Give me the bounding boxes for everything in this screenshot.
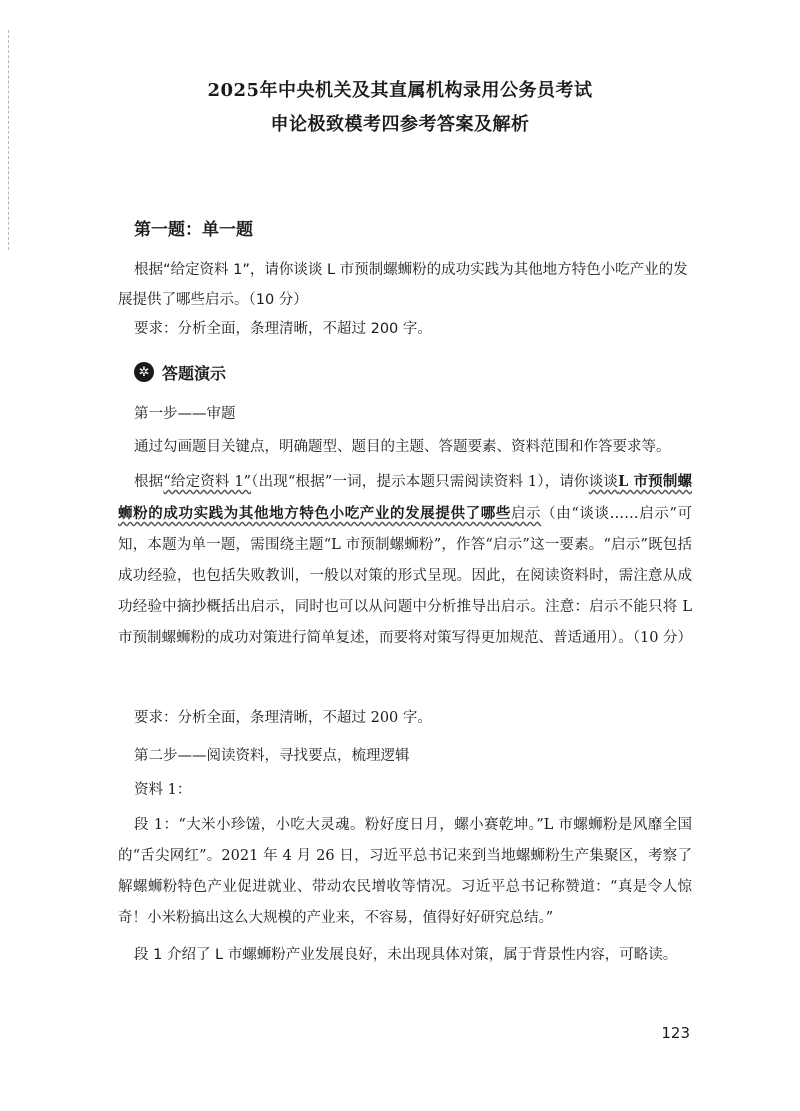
analysis-part: 根据 [134,474,164,490]
material-label: 资料 1： [134,782,192,798]
title-line-2: 申论极致模考四参考答案及解析 [270,114,530,135]
question-text: 根据“给定资料 1”，请你谈谈 L 市预制螺蛳粉的成功实践为其他地方特色小吃产业的发展提供了哪些启示。（10 分） [118,262,688,308]
answer-demo-heading [134,358,226,386]
question-requirement: 要求：分析全面，条理清晰，不超过 200 字。 [134,321,432,337]
analysis-keyword-talk: 谈谈 [588,474,619,490]
analysis-keyword-topic: L 市预制螺蛳粉的成功实践为其他地方特色小吃产业的发展提供了哪些 [118,473,692,522]
answer-demo-label: 答题演示 [162,363,227,383]
material-paragraph-1: 段 1：“大米小珍馐，小吃大灵魂。粉好度日月，螺小赛乾坤。”L 市螺蛳粉是风靡全国的“舌尖网红”。2021 年 4 月 26 日，习近平总书记来到当地螺蛳粉生产集聚区，考察了解螺蛳粉特色产业促进就业、带动农民增收等情况。习近平总书记称赞道：“真是令人惊奇！小米粉搞出这么大规模的产业来，不容易，值得好好研究总结。” [118,817,692,926]
paragraph-1-note: 段 1 介绍了 L 市螺蛳粉产业发展良好，未出现具体对策，属于背景性内容，可略读。 [134,947,678,963]
analysis-keyword-insight: 启示 [510,506,542,522]
gear-icon: ✲ [134,362,154,382]
step1-intro: 通过勾画题目关键点，明确题型、题目的主题、答题要素、资料范围和作答要求等。 [134,439,671,455]
title-line-1: 2025年中央机关及其直属机构录用公务员考试 [207,80,593,101]
document-title [0,74,800,142]
step1-title: 第一步——审题 [134,406,236,422]
analysis-part: （由“谈谈……启示”可知，本题为单一题，需围绕主题“L 市预制螺蛳粉”，作答“启示”这一要素。“启示”既包括成功经验，也包括失败教训，一般以对策的形式呈现。因此，在阅读资料时，需注意从成功经验中摘抄概括出启示，同时也可以从问题中分析推导出启示。注意：启示不能只将 L 市预制螺蛳粉的成功对策进行简单复述，而要将对策写得更加规范、普适通用）。（10 分） [118,506,693,646]
section-heading: 第一题：单一题 [134,220,253,240]
step1-requirement: 要求：分析全面，条理清晰，不超过 200 字。 [134,710,432,726]
step2-title: 第二步——阅读资料，寻找要点，梳理逻辑 [134,748,410,764]
page-number: 123 [661,1024,690,1042]
analysis-keyword-material: “给定资料 1” [163,474,252,490]
step1-analysis [118,466,692,654]
analysis-part: （出现“根据”一词，提示本题只需阅读资料 1），请你 [251,474,589,490]
